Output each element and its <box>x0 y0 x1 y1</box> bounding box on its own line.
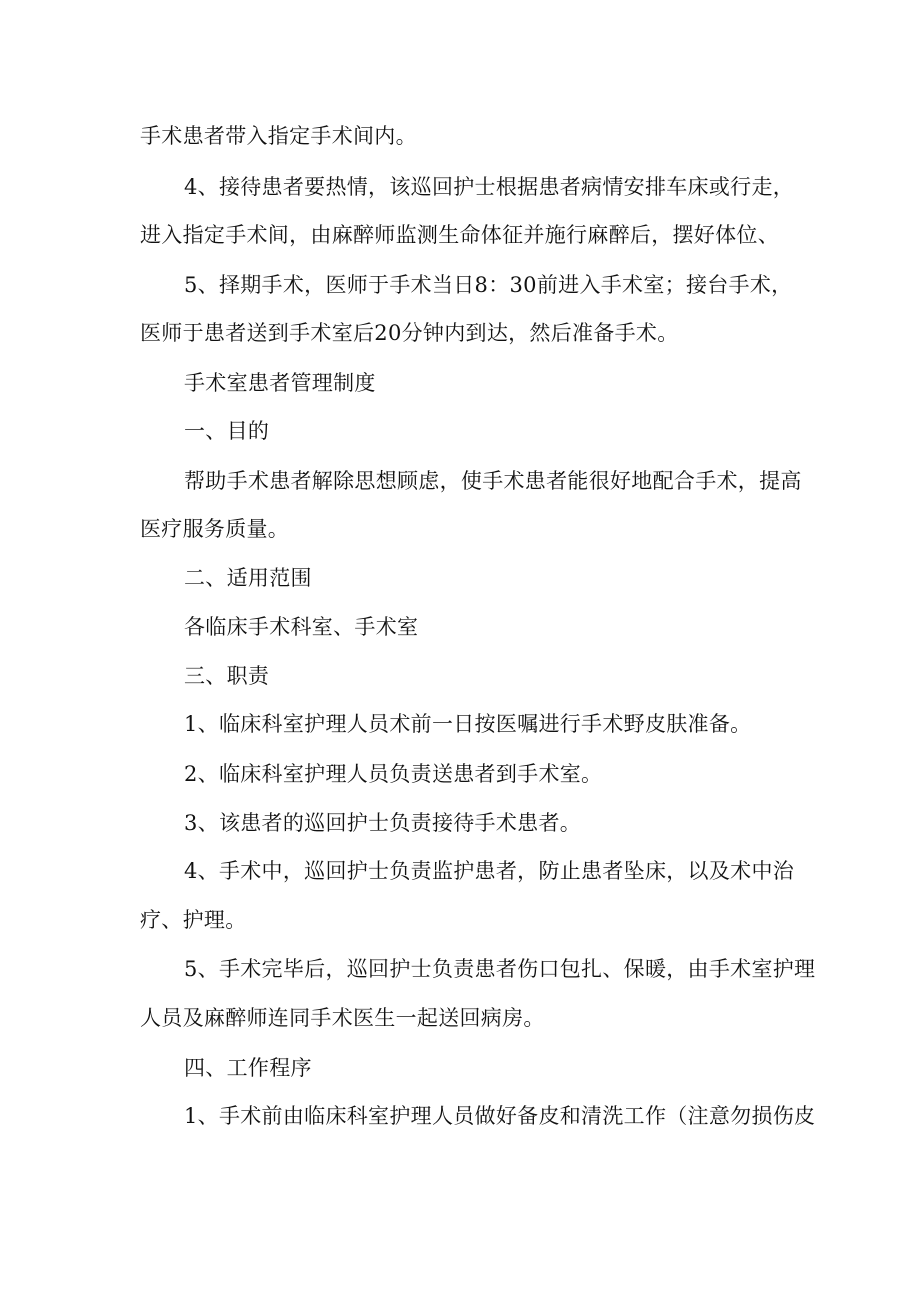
text-line: 3、该患者的巡回护士负责接待手术患者。 <box>184 811 582 835</box>
section-title: 手术室患者管理制度 <box>184 371 376 395</box>
text-line: 帮助手术患者解除思想顾虑，使手术患者能很好地配合手术，提高 <box>184 469 802 493</box>
text-line: 进入指定手术间，由麻醉师监测生命体征并施行麻醉后，摆好体位、 <box>140 223 779 247</box>
text-line: 4、手术中，巡回护士负责监护患者，防止患者坠床，以及术中治 <box>184 859 795 883</box>
text-line: 5、手术完毕后，巡回护士负责患者伤口包扎、保暖，由手术室护理 <box>184 957 816 981</box>
text-line: 手术患者带入指定手术间内。 <box>140 124 417 148</box>
text-line: 医师于患者送到手术室后20分钟内到达，然后准备手术。 <box>140 321 679 345</box>
text-line: 5、择期手术，医师于手术当日8：30前进入手术室；接台手术， <box>184 273 793 297</box>
text-line: 医疗服务质量。 <box>140 517 290 541</box>
heading-procedure: 四、工作程序 <box>184 1056 312 1080</box>
text-line: 4、接待患者要热情，该巡回护士根据患者病情安排车床或行走， <box>184 175 795 199</box>
heading-scope: 二、适用范围 <box>184 566 312 590</box>
text-line: 1、临床科室护理人员术前一日按医嘱进行手术野皮肤准备。 <box>184 712 752 736</box>
text-line: 人员及麻醉师连同手术医生一起送回病房。 <box>140 1006 545 1030</box>
heading-responsibilities: 三、职责 <box>184 664 270 688</box>
text-line: 各临床手术科室、手术室 <box>184 615 419 639</box>
text-line: 1、手术前由临床科室护理人员做好备皮和清洗工作（注意勿损伤皮 <box>184 1104 816 1128</box>
heading-purpose: 一、目的 <box>184 419 270 443</box>
text-line: 疗、护理。 <box>140 908 247 932</box>
text-line: 2、临床科室护理人员负责送患者到手术室。 <box>184 762 603 786</box>
